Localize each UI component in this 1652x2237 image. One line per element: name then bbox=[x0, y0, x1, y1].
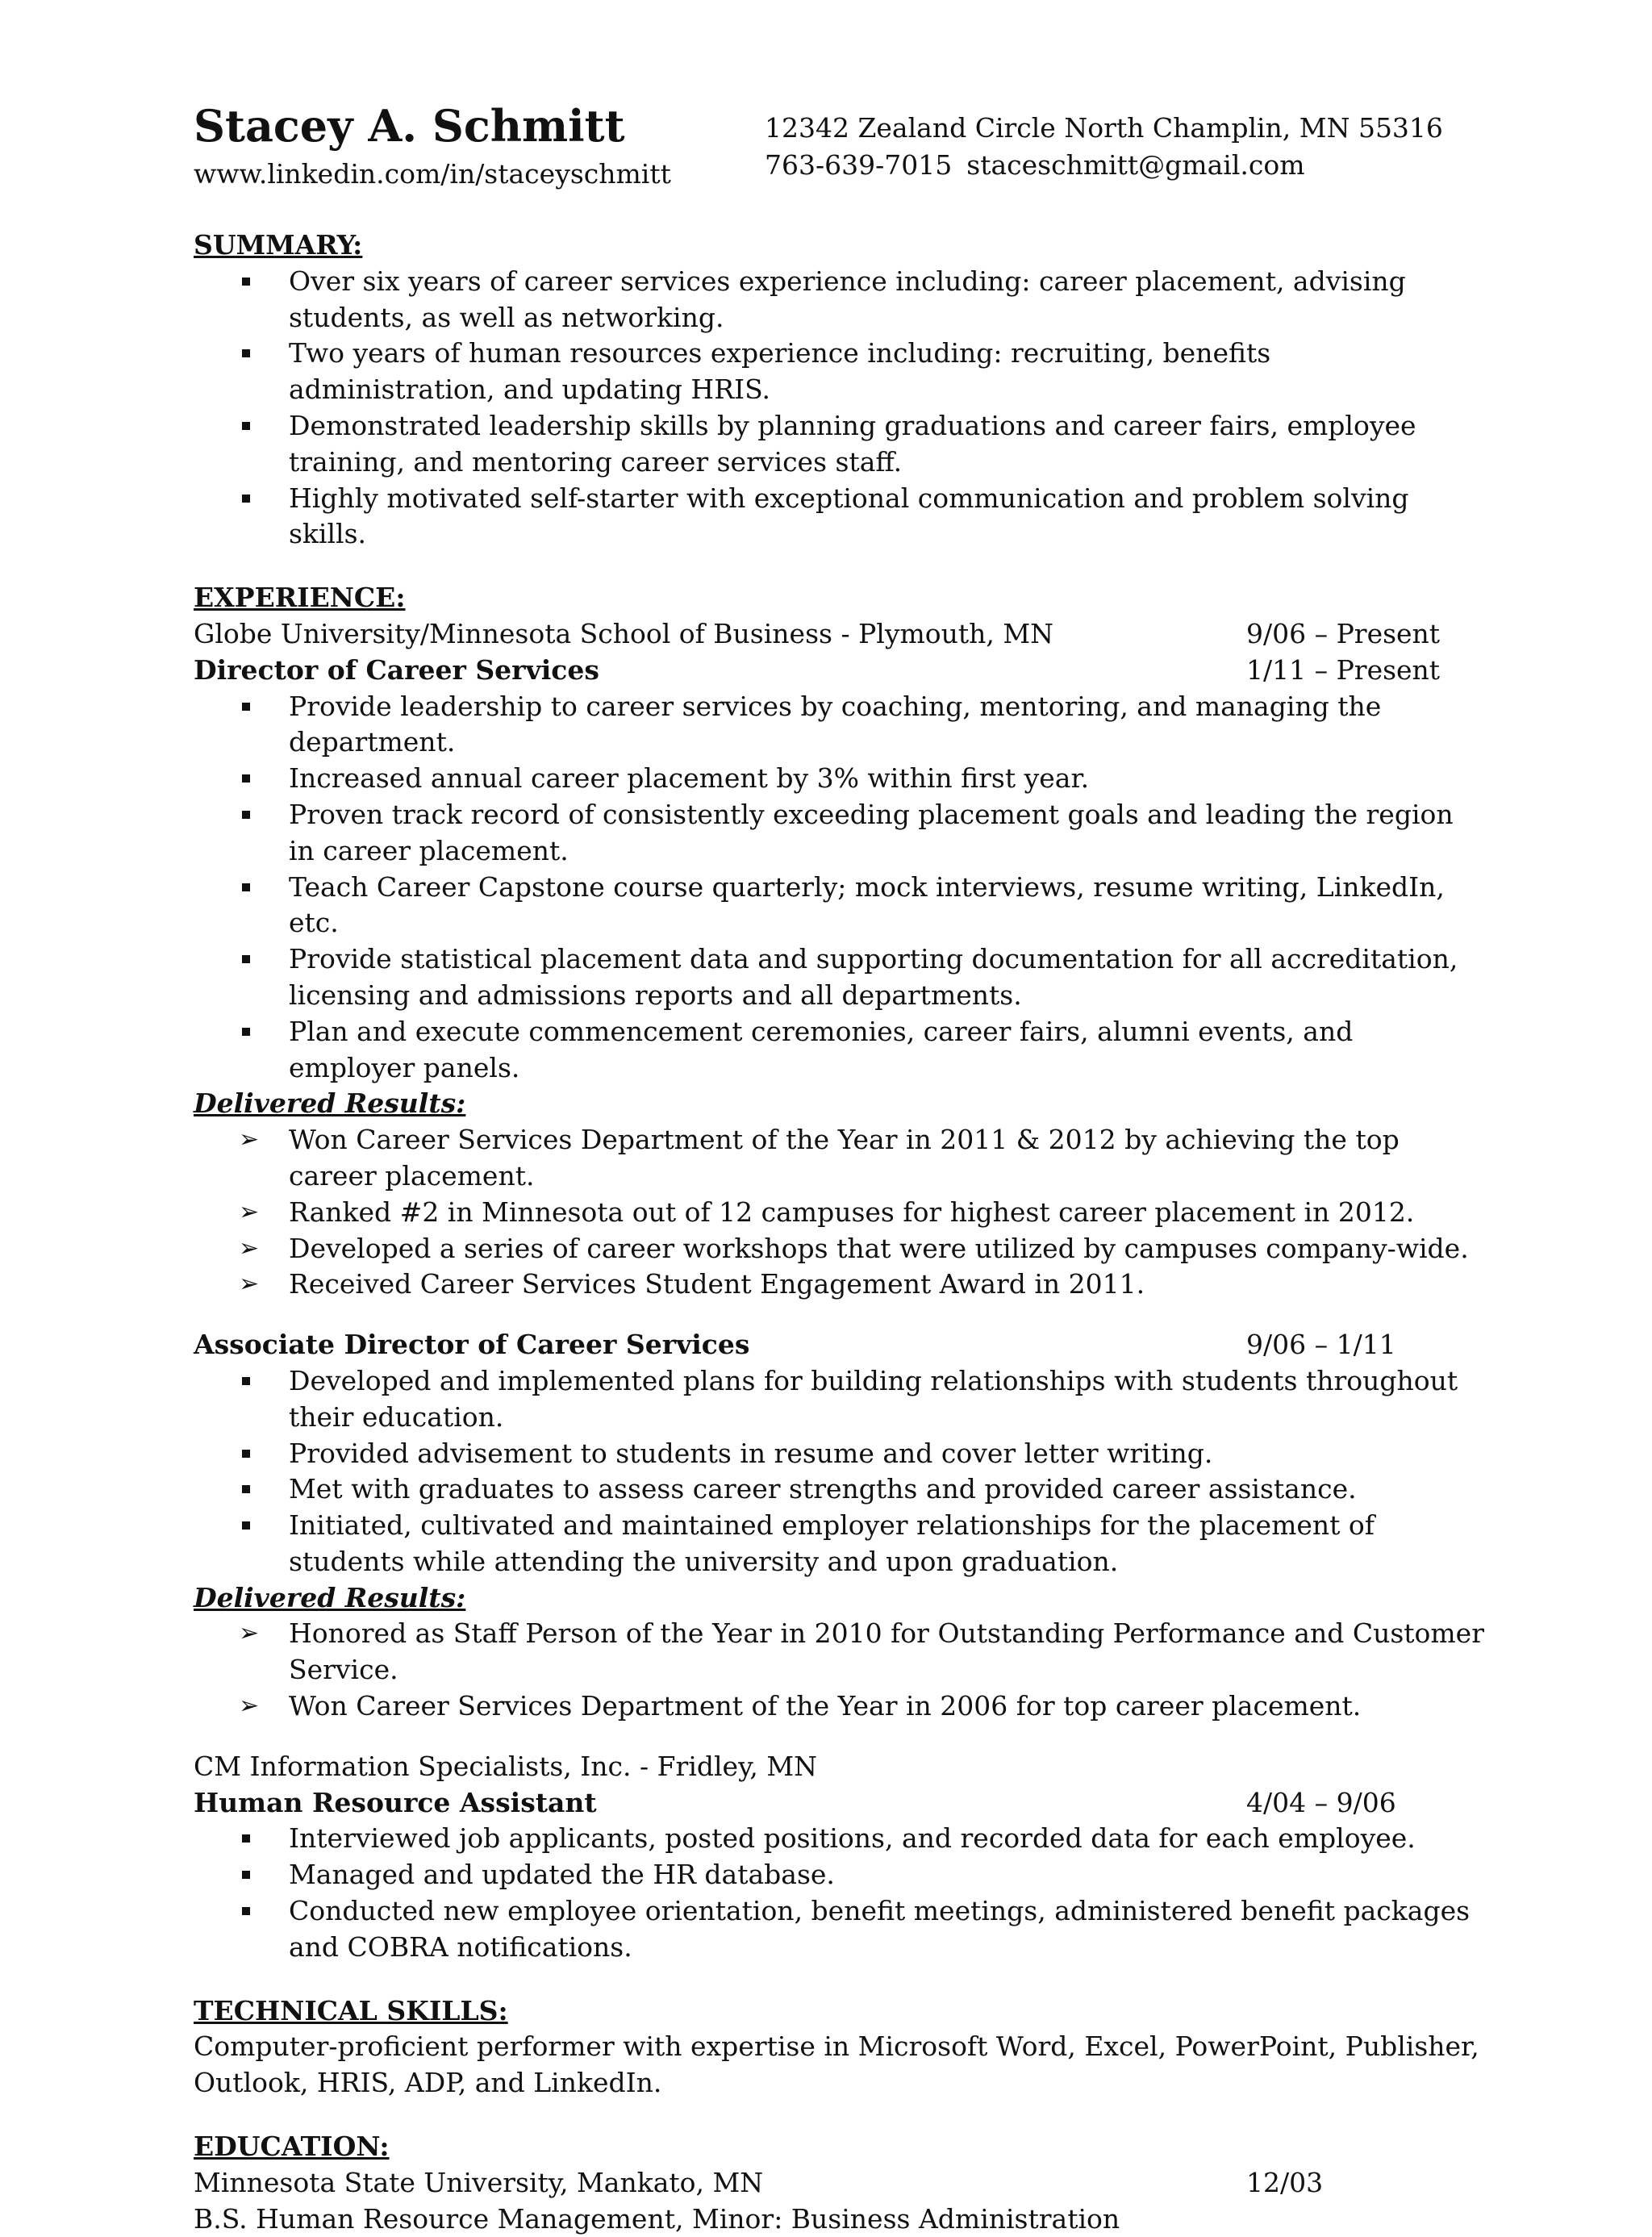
employer-dates: 9/06 – Present bbox=[1246, 617, 1441, 649]
duty-item: Proven track record of consistently exceeding placement goals and leading the region in career placement. bbox=[194, 797, 1484, 870]
experience-heading: EXPERIENCE: bbox=[194, 582, 406, 614]
job-title: Associate Director of Career Services bbox=[194, 1329, 750, 1361]
duty-item: Teach Career Capstone course quarterly; mock interviews, resume writing, LinkedIn, etc. bbox=[194, 870, 1484, 942]
job-title-row bbox=[194, 1785, 1484, 1822]
summary-item: Highly motivated self-starter with exceptional communication and problem solving skills. bbox=[194, 481, 1484, 553]
duty-item: Provided advisement to students in resume and cover letter writing. bbox=[194, 1436, 1484, 1472]
result-item: ➢ Won Career Services Department of the Year in 2006 for top career placement. bbox=[194, 1688, 1484, 1725]
employer-name: Globe University/Minnesota School of Business - Plymouth, MN bbox=[194, 617, 1054, 649]
result-item: ➢ Won Career Services Department of the Year in 2011 & 2012 by achieving the top career placement. bbox=[194, 1122, 1484, 1195]
graduation-date: 12/03 bbox=[1246, 2166, 1324, 2198]
duty-item: Provide leadership to career services by coaching, mentoring, and managing the department. bbox=[194, 689, 1484, 762]
candidate-name: Stacey A. Schmitt bbox=[194, 100, 625, 152]
linkedin-url[interactable]: www.linkedin.com/in/staceyschmitt bbox=[194, 158, 671, 190]
job-dates: 4/04 – 9/06 bbox=[1246, 1786, 1396, 1818]
job-dates: 9/06 – 1/11 bbox=[1246, 1329, 1396, 1361]
contact-block bbox=[765, 110, 1443, 184]
duty-item: Conducted new employee orientation, benefit meetings, administered benefit packages and COBRA notifications. bbox=[194, 1893, 1484, 1966]
employer-row bbox=[194, 1749, 1484, 1785]
delivered-results-label: Delivered Results: bbox=[194, 1581, 466, 1613]
skills-heading: TECHNICAL SKILLS: bbox=[194, 1994, 508, 2026]
education-heading: EDUCATION: bbox=[194, 2131, 390, 2163]
summary-list bbox=[194, 264, 1484, 553]
job-duties-list bbox=[194, 1363, 1484, 1580]
duty-item: Plan and execute commencement ceremonies, career fairs, alumni events, and employer panels. bbox=[194, 1014, 1484, 1087]
delivered-results-label: Delivered Results: bbox=[194, 1087, 466, 1120]
skills-text: Computer-proficient performer with expertise in Microsoft Word, Excel, PowerPoint, Publisher, Outlook, HRIS, ADP, and LinkedIn. bbox=[194, 2030, 1479, 2099]
job-duties-list bbox=[194, 689, 1484, 1087]
duty-item: Met with graduates to assess career strengths and provided career assistance. bbox=[194, 1471, 1484, 1508]
resume-body bbox=[194, 227, 1484, 2237]
summary-item: Over six years of career services experience including: career placement, advising students, as well as networking. bbox=[194, 264, 1484, 336]
job-title-row bbox=[194, 653, 1484, 689]
summary-heading: SUMMARY: bbox=[194, 229, 363, 261]
duty-item: Initiated, cultivated and maintained employer relationships for the placement of students while attending the university and upon graduation. bbox=[194, 1508, 1484, 1580]
results-list bbox=[194, 1122, 1484, 1303]
degree: B.S. Human Resource Management, Minor: Business Administration bbox=[194, 2202, 1120, 2235]
job-title: Human Resource Assistant bbox=[194, 1786, 597, 1818]
phone: 763-639-7015 bbox=[765, 149, 953, 181]
duty-item: Increased annual career placement by 3% within first year. bbox=[194, 761, 1484, 797]
duty-item: Managed and updated the HR database. bbox=[194, 1857, 1484, 1893]
duty-item: Provide statistical placement data and supporting documentation for all accreditation, licensing and admissions reports and all departments. bbox=[194, 941, 1484, 1014]
address: 12342 Zealand Circle North Champlin, MN 55316 bbox=[765, 112, 1443, 144]
results-list bbox=[194, 1616, 1484, 1724]
job-title-row bbox=[194, 1327, 1484, 1363]
summary-item: Two years of human resources experience including: recruiting, benefits administration, and updating HRIS. bbox=[194, 336, 1484, 408]
result-item: ➢ Developed a series of career workshops that were utilized by campuses company-wide. bbox=[194, 1231, 1484, 1267]
summary-item: Demonstrated leadership skills by planning graduations and career fairs, employee training, and mentoring career services staff. bbox=[194, 408, 1484, 481]
duty-item: Developed and implemented plans for building relationships with students throughout their education. bbox=[194, 1363, 1484, 1436]
employer-name: CM Information Specialists, Inc. - Fridley, MN bbox=[194, 1750, 817, 1782]
job-dates: 1/11 – Present bbox=[1246, 653, 1441, 686]
job-title: Director of Career Services bbox=[194, 653, 599, 686]
email[interactable]: staceschmitt@gmail.com bbox=[966, 149, 1305, 181]
result-item: ➢ Honored as Staff Person of the Year in 2010 for Outstanding Performance and Customer Service. bbox=[194, 1616, 1484, 1688]
result-item: ➢ Ranked #2 in Minnesota out of 12 campuses for highest career placement in 2012. bbox=[194, 1195, 1484, 1231]
education-row bbox=[194, 2165, 1484, 2202]
result-item: ➢ Received Career Services Student Engagement Award in 2011. bbox=[194, 1267, 1484, 1303]
job-duties-list bbox=[194, 1821, 1484, 1965]
duty-item: Interviewed job applicants, posted positions, and recorded data for each employee. bbox=[194, 1821, 1484, 1857]
school-name: Minnesota State University, Mankato, MN bbox=[194, 2166, 764, 2198]
employer-row bbox=[194, 616, 1484, 653]
phone-email-line bbox=[765, 147, 1443, 184]
